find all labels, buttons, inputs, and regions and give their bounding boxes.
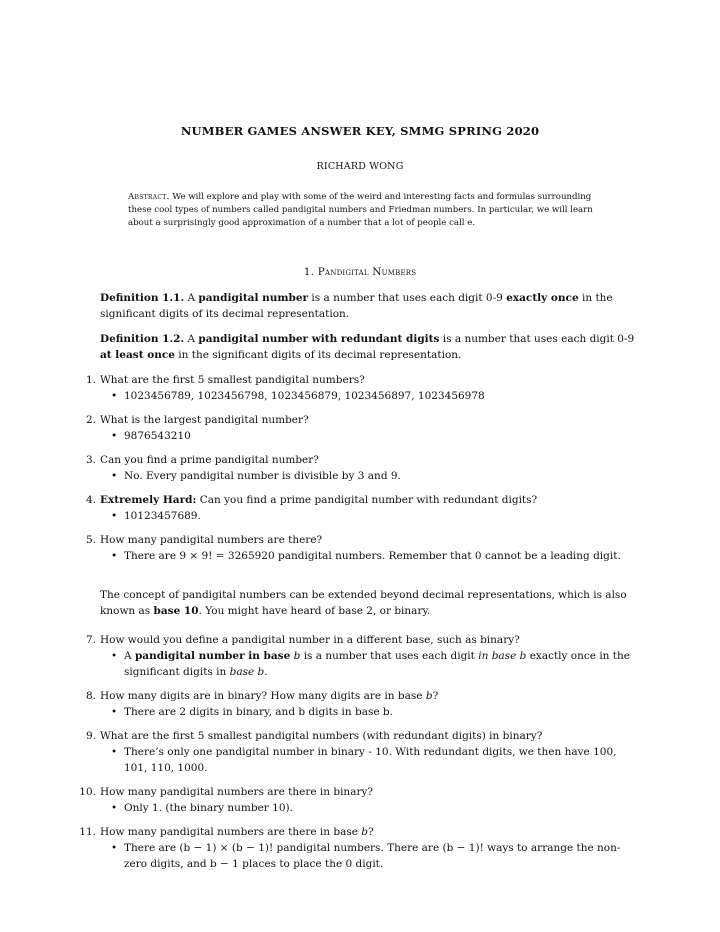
answer-item [100, 840, 640, 872]
answer-term: pandigital number in base [134, 650, 291, 662]
answer-item [100, 704, 640, 720]
answer-text: A [124, 650, 132, 662]
question-text: How would you define a pandigital number in a different base, such as binary? [100, 634, 520, 646]
question-body: How many digits are in binary? How many digits are in base [100, 690, 423, 702]
answer-item [100, 388, 640, 404]
paragraph-text: . You might have heard of base 2, or binary. [198, 605, 431, 617]
question-text [100, 688, 640, 704]
answer-text: is a number that uses each digit [303, 650, 475, 662]
variable: b [425, 690, 433, 702]
question-item [85, 372, 640, 404]
question-number: 9. [85, 730, 96, 742]
answer-item [100, 548, 640, 564]
answer-item [100, 508, 640, 524]
answer-item [100, 800, 640, 816]
paragraph-emphasis: base 10 [153, 605, 199, 617]
answer-text: There are 2 digits in binary, and b digits in base b. [124, 706, 393, 718]
bullet-icon: • [111, 510, 118, 522]
question-item [85, 452, 640, 484]
question-item [85, 728, 640, 776]
answer-text: Only 1. (the binary number 10). [124, 802, 293, 814]
question-text [100, 824, 640, 840]
author-name: RICHARD WONG [316, 161, 404, 172]
question-number: 11. [79, 826, 96, 838]
answer-text: 1023456789, 1023456798, 1023456879, 1023456897, 1023456978 [124, 390, 485, 402]
answer-text: There are 9 × 9! = 3265920 pandigital numbers. Remember that 0 cannot be a leading digit. [124, 550, 621, 562]
definition-term: pandigital number [198, 292, 309, 304]
question-punct: ? [432, 690, 439, 702]
question-text: How many pandigital numbers are there? [100, 534, 323, 546]
bullet-icon: • [111, 746, 118, 758]
abstract-text: We will explore and play with some of the weird and interesting facts and formulas surrounding these cool types of numbers called pandigital numbers and Friedman numbers. In particular, we will learn about a surprisingly good approximation of a number that a lot of people call e. [128, 192, 593, 228]
question-text: How many pandigital numbers are there in binary? [100, 786, 374, 798]
definition-text: in the significant digits of its decimal representation. [100, 292, 613, 320]
bullet-icon: • [111, 550, 118, 562]
answer-item [100, 428, 640, 444]
question-item [85, 688, 640, 720]
definition-text: is a number that uses each digit 0-9 [311, 292, 503, 304]
answer-item [100, 744, 640, 776]
question-number: 8. [85, 690, 96, 702]
question-item [85, 412, 640, 444]
answer-text: No. Every pandigital number is divisible by 3 and 9. [124, 470, 401, 482]
definition-label: Definition 1.1. [100, 292, 185, 304]
question-number: 1. [85, 374, 96, 386]
question-text: Can you find a prime pandigital number? [100, 454, 319, 466]
section-number: 1. [303, 266, 315, 278]
definition-1-2 [100, 331, 640, 363]
abstract-label: Abstract. [128, 192, 170, 202]
question-text: What are the first 5 smallest pandigital numbers (with redundant digits) in binary? [100, 730, 543, 742]
question-text: What are the first 5 smallest pandigital numbers? [100, 374, 365, 386]
question-text: What is the largest pandigital number? [100, 414, 309, 426]
bullet-icon: • [111, 842, 118, 854]
definition-text: in the significant digits of its decimal representation. [178, 349, 462, 361]
bullet-icon: • [111, 430, 118, 442]
question-text [100, 492, 640, 508]
bullet-icon: • [111, 802, 118, 814]
question-item [85, 532, 640, 564]
question-number: 10. [79, 786, 96, 798]
intro-paragraph [100, 587, 640, 619]
variable: b [361, 826, 369, 838]
answer-item [100, 468, 640, 484]
question-number: 4. [85, 494, 96, 506]
question-body: How many pandigital numbers are there in base [100, 826, 358, 838]
answer-italic: base b. [229, 666, 268, 678]
main-body [79, 290, 640, 880]
question-number: 2. [85, 414, 96, 426]
bullet-icon: • [111, 650, 118, 662]
paragraph-text: The concept of pandigital numbers can be extended beyond decimal representations, which is also known as [100, 589, 627, 617]
question-body: Can you find a prime pandigital number with redundant digits? [199, 494, 538, 506]
question-number: 7. [85, 634, 96, 646]
definition-label: Definition 1.2. [100, 333, 185, 345]
answer-italic: in base b [478, 650, 527, 662]
answer-text: exactly once in the significant digits in [124, 650, 630, 678]
abstract [128, 191, 598, 230]
answer-text: There’s only one pandigital number in binary - 10. With redundant digits, we then have 100, 101, 110, 1000. [124, 746, 617, 774]
question-number: 3. [85, 454, 96, 466]
answer-text: 9876543210 [124, 430, 191, 442]
answer-text: There are (b − 1) × (b − 1)! pandigital numbers. There are (b − 1)! ways to arrange the non-zero digits, and b − 1 places to place the 0 digit. [124, 842, 621, 870]
paper-title: NUMBER GAMES ANSWER KEY, SMMG SPRING 2020 [180, 124, 540, 138]
definition-emphasis: exactly once [506, 292, 579, 304]
question-item [79, 824, 640, 872]
section-title: Pandigital Numbers [317, 266, 417, 278]
bullet-icon: • [111, 706, 118, 718]
definition-term: pandigital number with redundant digits [198, 333, 440, 345]
question-item [85, 492, 640, 524]
definition-text: A [187, 333, 196, 345]
definition-text: A [187, 292, 196, 304]
section-heading [0, 266, 720, 278]
question-punct: ? [368, 826, 374, 838]
question-number: 5. [85, 534, 96, 546]
variable: b [293, 650, 301, 662]
question-item [79, 784, 640, 816]
definition-emphasis: at least once [100, 349, 175, 361]
bullet-icon: • [111, 470, 118, 482]
bullet-icon: • [111, 390, 118, 402]
definition-text: is a number that uses each digit 0-9 [442, 333, 635, 345]
difficulty-label: Extremely Hard: [100, 494, 197, 506]
answer-text: 10123457689. [124, 510, 201, 522]
question-item [85, 632, 640, 680]
answer-item [100, 648, 640, 680]
definition-1-1 [100, 290, 640, 322]
